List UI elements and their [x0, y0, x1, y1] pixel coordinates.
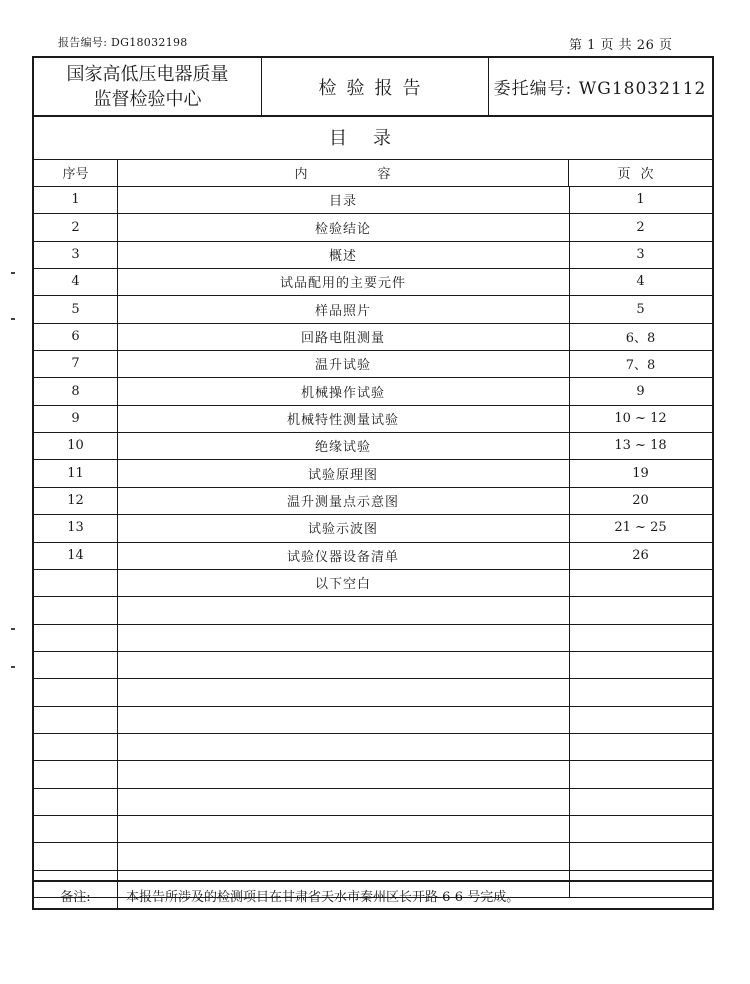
row-content: [117, 651, 570, 678]
remark-row: [34, 880, 712, 908]
table-header-row: [34, 159, 712, 187]
row-content: 机械操作试验: [117, 377, 570, 404]
row-number: [34, 788, 118, 815]
row-number: [34, 651, 118, 678]
row-number: 3: [34, 241, 118, 268]
row-content: 温升试验: [117, 350, 570, 377]
row-page: [569, 596, 712, 623]
row-page: [569, 678, 712, 705]
row-page: 5: [636, 301, 645, 317]
table-row: [34, 596, 712, 624]
row-content: 目录: [117, 186, 570, 213]
table-row: [34, 186, 712, 214]
row-number: [34, 624, 118, 651]
table-row: [34, 432, 712, 460]
row-content: 以下空白: [117, 569, 570, 596]
row-number: [34, 569, 118, 596]
row-page: [569, 760, 712, 787]
table-row: [34, 268, 712, 296]
scan-mark: [11, 272, 15, 274]
table-row: [34, 733, 712, 761]
row-number: 6: [34, 323, 118, 350]
scan-mark: [11, 318, 15, 320]
row-number: 9: [34, 405, 118, 432]
row-page: 13 ~ 18: [614, 438, 667, 454]
row-number: 11: [34, 460, 118, 487]
row-number: [34, 678, 118, 705]
row-content: [117, 760, 570, 787]
row-content: 回路电阻测量: [117, 323, 570, 350]
table-row: [34, 350, 712, 378]
row-content: 试验原理图: [117, 460, 570, 487]
remark-label: 备注:: [34, 882, 118, 908]
page-indicator: 第 1 页 共 26 页: [569, 38, 673, 53]
commission-number: 委托编号: WG18032112: [493, 79, 707, 99]
table-row: [34, 842, 712, 870]
row-page: 26: [632, 547, 649, 563]
row-content: [117, 596, 570, 623]
row-page: [569, 706, 712, 733]
table-row: [34, 706, 712, 734]
row-content: 样品照片: [117, 295, 570, 322]
organization-name: [34, 58, 262, 115]
row-page: 20: [632, 493, 649, 509]
row-number: [34, 733, 118, 760]
row-number: 10: [34, 432, 118, 459]
row-page: 7、8: [625, 358, 656, 374]
table-row: [34, 815, 712, 843]
row-number: 2: [34, 213, 118, 240]
table-row: [34, 295, 712, 323]
row-content: 试验仪器设备清单: [117, 542, 570, 569]
table-row: [34, 624, 712, 652]
row-page: 1: [636, 192, 645, 208]
row-page: 21 ~ 25: [614, 520, 667, 536]
row-number: [34, 760, 118, 787]
row-content: 机械特性测量试验: [117, 405, 570, 432]
report-number: 报告编号: DG18032198: [58, 36, 188, 49]
row-page: 4: [636, 274, 645, 290]
row-content: 试品配用的主要元件: [117, 268, 570, 295]
table-row: [34, 514, 712, 542]
row-page: 2: [636, 219, 645, 235]
row-page: [569, 569, 712, 596]
report-frame: [32, 56, 714, 910]
row-page: [569, 842, 712, 869]
row-content: 概述: [117, 241, 570, 268]
header-content: 内容: [117, 159, 569, 186]
table-row: [34, 213, 712, 241]
row-number: 13: [34, 514, 118, 541]
row-number: 4: [34, 268, 118, 295]
table-row: [34, 460, 712, 488]
row-content: [117, 624, 570, 651]
table-row: [34, 788, 712, 816]
row-content: [117, 842, 570, 869]
row-content: [117, 678, 570, 705]
table-row: [34, 542, 712, 570]
row-content: 温升测量点示意图: [117, 487, 570, 514]
row-content: 绝缘试验: [117, 432, 570, 459]
table-row: [34, 241, 712, 269]
remark-text: 本报告所涉及的检测项目在甘肃省天水市秦州区长开路 6-6 号完成。: [126, 889, 520, 905]
row-page: [569, 733, 712, 760]
row-page: 19: [632, 465, 649, 481]
row-page: [569, 651, 712, 678]
row-number: 5: [34, 295, 118, 322]
toc-title: 目录: [34, 115, 712, 160]
row-number: 12: [34, 487, 118, 514]
row-content: [117, 706, 570, 733]
table-row: [34, 377, 712, 405]
table-row: [34, 487, 712, 515]
table-row: [34, 678, 712, 706]
scan-mark: [11, 628, 15, 630]
table-row: [34, 651, 712, 679]
row-number: 8: [34, 377, 118, 404]
row-number: [34, 706, 118, 733]
table-row: [34, 405, 712, 433]
row-content: [117, 815, 570, 842]
header-page: 页次: [617, 167, 664, 182]
row-page: 6、8: [625, 330, 656, 346]
row-number: 14: [34, 542, 118, 569]
row-number: [34, 596, 118, 623]
row-page: 10 ~ 12: [614, 410, 667, 426]
scan-mark: [11, 666, 15, 668]
row-number: [34, 815, 118, 842]
row-page: [569, 788, 712, 815]
row-page: 3: [636, 246, 645, 262]
row-content: [117, 733, 570, 760]
table-row: [34, 569, 712, 597]
report-title: 检验报告: [261, 58, 489, 115]
row-number: 7: [34, 350, 118, 377]
organization-line-2: 监督检验中心: [93, 88, 202, 110]
table-row: [34, 323, 712, 351]
row-page: [569, 815, 712, 842]
row-page: [569, 624, 712, 651]
row-content: [117, 788, 570, 815]
report-header: [34, 58, 712, 117]
organization-line-1: 国家高低压电器质量: [66, 63, 229, 85]
header-no: 序号: [34, 159, 118, 186]
row-page: 9: [636, 383, 645, 399]
row-content: 检验结论: [117, 213, 570, 240]
row-content: 试验示波图: [117, 514, 570, 541]
row-number: 1: [34, 186, 118, 213]
row-number: [34, 842, 118, 869]
table-row: [34, 760, 712, 788]
